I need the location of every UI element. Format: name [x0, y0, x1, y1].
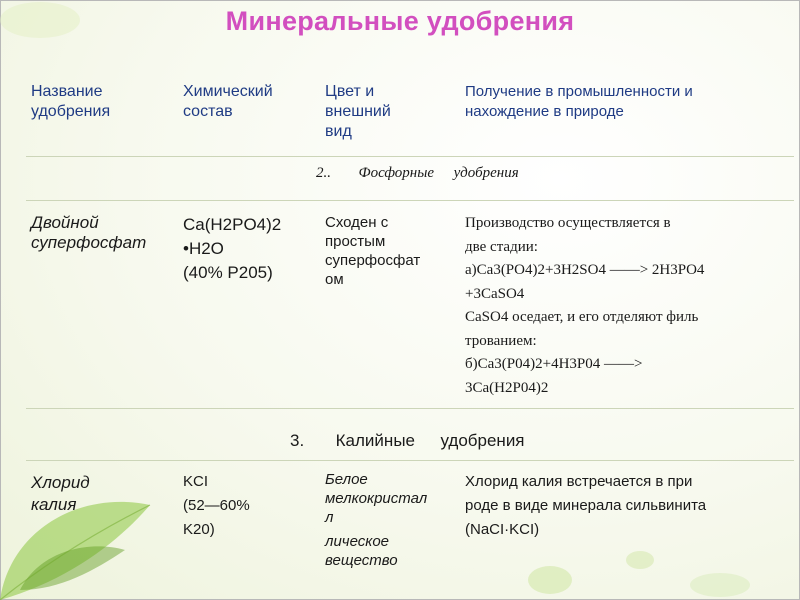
- superphosphate-name: [31, 213, 171, 253]
- header-divider: [26, 156, 794, 157]
- section-number: 3.: [290, 431, 305, 450]
- section-word: Калийные: [335, 431, 415, 450]
- composition-line: •H2O: [183, 239, 224, 258]
- header-name: Название удобрения: [31, 83, 111, 120]
- superphosphate-composition: [183, 213, 323, 285]
- production-line: (NaCI·KCI): [465, 521, 540, 538]
- production-line: роде в виде минерала сильвинита: [465, 497, 707, 514]
- header-composition: Химический состав: [183, 83, 273, 120]
- name-line: Двойной: [31, 213, 99, 232]
- section-number: 2..: [316, 165, 331, 181]
- color-line: мелкокристал: [325, 490, 428, 507]
- section-divider: [26, 460, 794, 461]
- bokeh-circle-icon: [626, 551, 654, 569]
- section-potassium-heading: [290, 431, 525, 451]
- section-word: Фосфорные: [358, 165, 435, 181]
- color-line: л: [325, 509, 334, 526]
- production-line: 3Ca(H2P04)2: [465, 379, 549, 396]
- kcl-name: [31, 472, 171, 516]
- color-line: простым: [325, 233, 386, 250]
- production-line: Хлорид калия встречается в при: [465, 473, 693, 490]
- header-color: [325, 82, 460, 142]
- composition-line: (52—60%: [183, 497, 250, 514]
- composition-line: (40% P205): [183, 263, 273, 282]
- header-color-line: Цвет и: [325, 83, 375, 100]
- kcl-composition: [183, 470, 323, 542]
- production-line: Производство осуществляется в: [465, 215, 671, 231]
- row-divider: [26, 408, 794, 409]
- color-line: лическое: [325, 533, 390, 550]
- header-color-line: внешний: [325, 103, 391, 120]
- name-line: суперфосфат: [31, 233, 147, 252]
- color-line: ом: [325, 271, 344, 288]
- color-line: суперфосфат: [325, 252, 421, 269]
- superphosphate-production: [465, 212, 795, 400]
- production-line: CaSO4 оседает, и его отделяют филь: [465, 309, 699, 325]
- kcl-production: [465, 470, 795, 542]
- color-line: Сходен с: [325, 214, 389, 231]
- superphosphate-color: [325, 213, 460, 289]
- name-line: Хлорид: [31, 473, 90, 492]
- production-line: две стадии:: [465, 238, 538, 255]
- bokeh-circle-icon: [528, 566, 572, 594]
- section-word: удобрения: [440, 431, 525, 450]
- production-line: а)Ca3(PO4)2+3H2SO4 ——> 2H3PO4: [465, 262, 705, 278]
- kcl-color: [325, 470, 460, 570]
- production-line: +3CaSO4: [465, 285, 525, 302]
- composition-line: K20): [183, 521, 215, 538]
- name-line: калия: [31, 495, 77, 514]
- color-line: Белое: [325, 471, 368, 488]
- section-phosphate-heading: [316, 165, 519, 182]
- production-line: трованием:: [465, 332, 537, 349]
- header-color-line: вид: [325, 123, 352, 140]
- composition-line: KCI: [183, 473, 209, 490]
- page-title: Минеральные удобрения: [225, 6, 575, 36]
- bokeh-circle-icon: [690, 573, 750, 597]
- section-divider: [26, 200, 794, 201]
- color-line: вещество: [325, 552, 398, 569]
- composition-line: Ca(H2PO4)2: [183, 215, 282, 234]
- header-production: Получение в промышленности и нахождение в природе: [465, 83, 693, 120]
- section-word: удобрения: [453, 165, 519, 181]
- production-line: б)Ca3(P04)2+4H3P04 ——>: [465, 356, 643, 372]
